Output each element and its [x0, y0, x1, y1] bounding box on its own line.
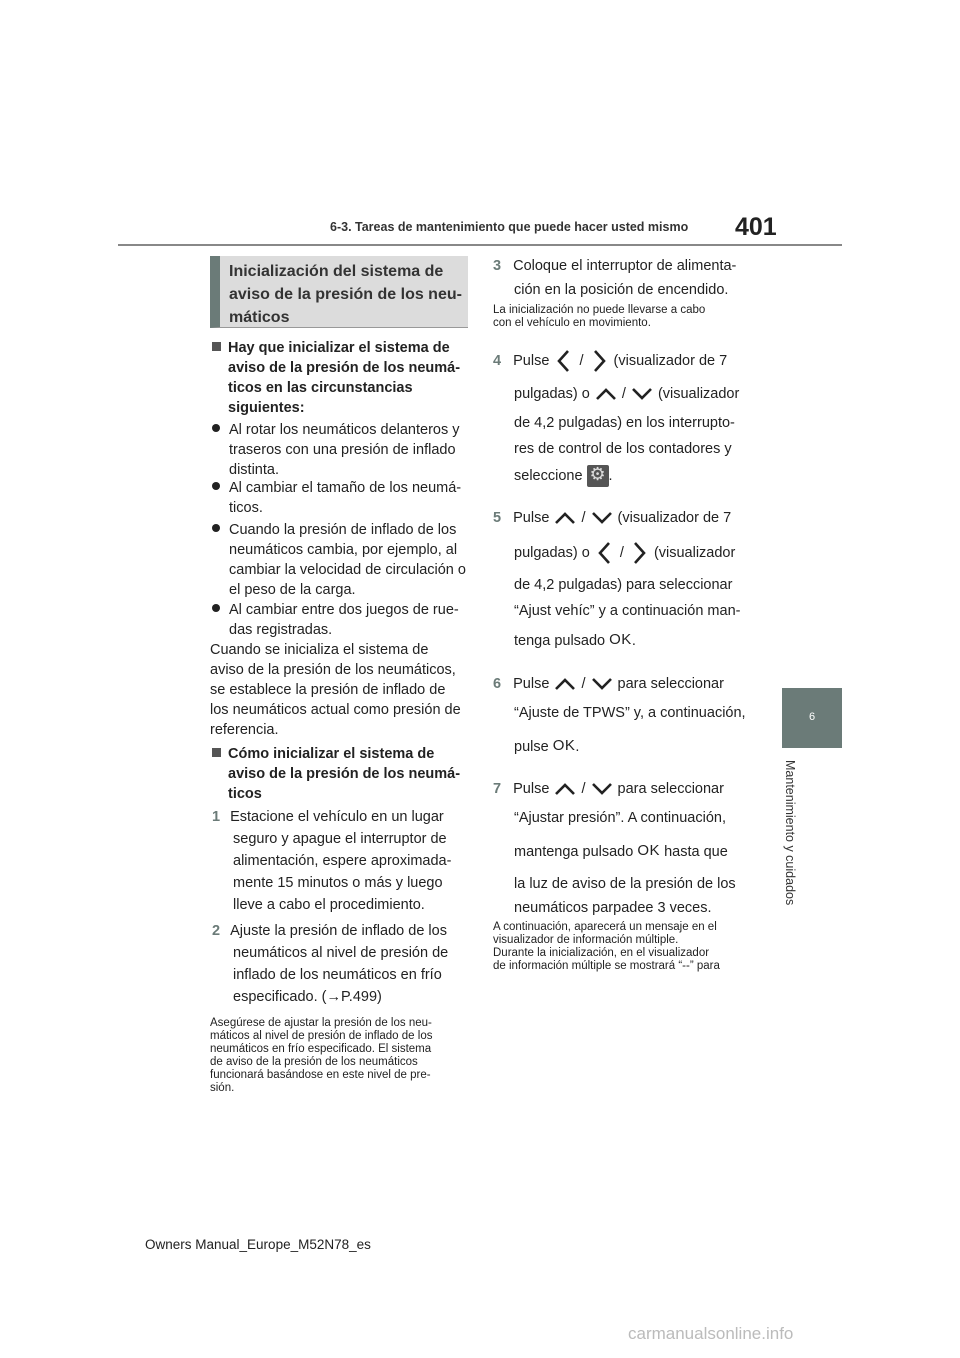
text-line: mente 15 minutos o más y luego: [233, 875, 443, 891]
text-line: visualizador de información múltiple.: [493, 934, 679, 946]
text-line: para seleccionar: [617, 676, 724, 692]
text-line: de información múltiple se mostrará “--” para: [493, 960, 720, 972]
bullet-item: [212, 600, 459, 640]
chapter-number: 6: [808, 711, 816, 723]
text-line: traseros con una presión de inflado: [229, 442, 456, 458]
chapter-label: [783, 760, 807, 920]
chevron-down-icon: [630, 386, 654, 402]
bullet-item: [212, 420, 460, 480]
step-4-line: [514, 384, 739, 404]
step-6: [493, 674, 724, 694]
text-line: (visualizador de 7: [617, 510, 732, 526]
text-line: neumáticos parpadee 3 veces.: [514, 900, 712, 916]
text-line: aviso de la presión de los neumá-: [228, 766, 461, 782]
text-line: “Ajustar presión”. A continuación,: [514, 810, 726, 826]
bullet-item: [212, 478, 461, 518]
text-line: Ajuste la presión de inflado de los: [230, 923, 447, 939]
step-number: 1: [212, 809, 221, 825]
chevron-left-icon: [594, 540, 616, 566]
bullet-dot-icon: [212, 524, 220, 532]
text-line: Pulse: [513, 352, 550, 369]
text-line: Durante la inicialización, en el visualizador: [493, 947, 710, 959]
text-line: de aviso de la presión de los neumáticos: [210, 1056, 418, 1068]
page-number: 401: [735, 213, 777, 241]
step-number: 7: [493, 781, 502, 797]
step-7-hold: [514, 841, 728, 862]
text-line: pulgadas) o: [514, 544, 590, 561]
text-line: el peso de la carga.: [229, 582, 356, 598]
text-line: Cuando se inicializa el sistema de: [210, 642, 429, 658]
text-line: Al cambiar el tamaño de los neumá-: [229, 480, 462, 496]
text-line: res de control de los contadores y: [514, 441, 732, 457]
bullet-item: [212, 520, 466, 600]
text-line: (visualizador: [657, 386, 740, 402]
text-line: aviso de la presión de los neumá-: [228, 360, 461, 376]
note-pressure: [210, 1017, 432, 1095]
text-line: Cómo inicializar el sistema de: [228, 746, 435, 762]
text-line: Estacione el vehículo en un lugar: [230, 809, 444, 825]
subheading-how-to: [212, 744, 460, 804]
chapter-label-text: Mantenimiento y cuidados: [783, 760, 797, 906]
text-line: A continuación, aparecerá un mensaje en el: [493, 921, 717, 933]
text-line: aviso de la presión de los neumáticos,: [210, 662, 456, 678]
period: .: [608, 467, 613, 484]
chevron-right-icon: [628, 540, 650, 566]
step-4: [493, 348, 727, 374]
text-line: con el vehículo en movimiento.: [493, 317, 651, 329]
step-5-lines: [514, 572, 740, 624]
square-bullet-icon: [212, 342, 221, 351]
text-line: La inicialización no puede llevarse a cabo: [493, 304, 706, 316]
text-line: para seleccionar: [617, 781, 724, 797]
text-line: Cuando la presión de inflado de los: [229, 522, 457, 538]
text-line: mantenga pulsado: [514, 844, 634, 860]
chevron-left-icon: [553, 348, 575, 374]
text-line: máticos al nivel de presión de inflado de los: [210, 1030, 433, 1042]
chevron-up-icon: [553, 781, 577, 797]
text-line: seleccione: [514, 467, 583, 484]
paragraph: [210, 640, 461, 740]
text-line: los neumáticos actual como presión de: [210, 702, 461, 718]
chevron-up-icon: [553, 676, 577, 692]
text-line: Coloque el interruptor de alimenta-: [513, 258, 737, 274]
section-heading-line: aviso de la presión de los neu-: [229, 286, 462, 303]
text-line: tenga pulsado: [514, 633, 606, 649]
ok-button-icon: OK: [552, 737, 576, 754]
text-line: (visualizador de 7: [613, 352, 728, 369]
step-6-press: [514, 736, 579, 757]
slash: /: [581, 781, 586, 797]
text-line: pulse: [514, 739, 549, 755]
text-line: neumáticos en frío especificado. El sistema: [210, 1043, 432, 1055]
step-7: [493, 779, 724, 799]
text-line: referencia.: [210, 722, 279, 738]
header-divider: [118, 244, 842, 246]
slash: /: [581, 676, 586, 692]
text-line: se establece la presión de inflado de: [210, 682, 446, 698]
text-line: cambiar la velocidad de circulación o: [229, 562, 466, 578]
section-heading: [210, 256, 468, 328]
step-5-line: [514, 540, 735, 566]
period: .: [631, 633, 636, 649]
text-line: alimentación, espere aproximada-: [233, 853, 452, 869]
chapter-tab: [782, 688, 842, 748]
bullet-dot-icon: [212, 482, 220, 490]
step-number: 4: [493, 352, 502, 369]
text-line: ticos en las circunstancias: [228, 380, 413, 396]
header-section-title: 6-3. Tareas de mantenimiento que puede hacer usted mismo: [330, 220, 689, 234]
text-line: lleve a cabo el procedimiento.: [233, 897, 425, 913]
section-heading-line: Inicialización del sistema de: [229, 263, 444, 280]
chevron-down-icon: [590, 676, 614, 692]
text-line: (visualizador: [653, 544, 736, 561]
text-line: Al cambiar entre dos juegos de rue-: [229, 602, 459, 618]
text-line: siguientes:: [228, 400, 305, 416]
chevron-up-icon: [553, 510, 577, 526]
text-line: Al rotar los neumáticos delanteros y: [229, 422, 460, 438]
step-6-line: [514, 703, 746, 723]
text-line: “Ajust vehíc” y a continuación man-: [514, 603, 741, 619]
step-3: [493, 254, 736, 302]
step-7-line: [514, 808, 726, 828]
chevron-right-icon: [588, 348, 610, 374]
step-number: 2: [212, 923, 221, 939]
chevron-down-icon: [590, 781, 614, 797]
text-line: la luz de aviso de la presión de los: [514, 876, 736, 892]
text-line: sión.: [210, 1082, 235, 1094]
text-line: especificado. (→P.499): [233, 989, 382, 1005]
slash: /: [619, 544, 624, 561]
note-step7: [493, 921, 720, 973]
period: .: [575, 739, 580, 755]
text-line: Hay que inicializar el sistema de: [228, 340, 450, 356]
text-line: neumáticos cambia, por ejemplo, al: [229, 542, 458, 558]
slash: /: [621, 386, 626, 402]
text-line: hasta que: [664, 844, 728, 860]
text-line: Pulse: [513, 781, 550, 797]
chevron-up-icon: [594, 386, 618, 402]
watermark: carmanualsonline.info: [628, 1324, 794, 1343]
text-line: funcionará basándose en este nivel de pre-: [210, 1069, 431, 1081]
step-number: 5: [493, 510, 502, 526]
text-line: de 4,2 pulgadas) para seleccionar: [514, 577, 733, 593]
text-line: das registradas.: [229, 622, 333, 638]
note-step3: [493, 304, 705, 330]
footer-manual-id: Owners Manual_Europe_M52N78_es: [145, 1237, 371, 1252]
text-line: ticos.: [229, 500, 263, 516]
step-2: [212, 920, 448, 1008]
step-5: [493, 508, 731, 528]
text-line: neumáticos al nivel de presión de: [233, 945, 449, 961]
text-line: Pulse: [513, 676, 550, 692]
step-number: 3: [493, 258, 502, 274]
ok-button-icon: OK: [637, 842, 661, 859]
step-5-hold: [514, 630, 636, 651]
step-4-select: [514, 465, 613, 487]
bullet-dot-icon: [212, 604, 220, 612]
step-4-lines: [514, 410, 735, 462]
slash: /: [579, 352, 584, 369]
slash: /: [581, 510, 586, 526]
subheading-circumstances: [212, 338, 460, 418]
text-line: pulgadas) o: [514, 386, 590, 402]
text-line: ticos: [228, 786, 262, 802]
text-line: “Ajuste de TPWS” y, a continuación,: [514, 705, 746, 721]
step-7-lines: [514, 872, 736, 920]
section-heading-line: máticos: [229, 309, 290, 326]
step-1: [212, 806, 451, 916]
text-line: de 4,2 pulgadas) en los interrupto-: [514, 415, 735, 431]
text-line: Pulse: [513, 510, 550, 526]
text-line: distinta.: [229, 462, 279, 478]
step-number: 6: [493, 676, 502, 692]
ok-button-icon: OK: [609, 631, 632, 648]
text-line: inflado de los neumáticos en frío: [233, 967, 442, 983]
text-line: ción en la posición de encendido.: [514, 282, 729, 298]
gear-icon: [587, 465, 609, 487]
text-line: seguro y apague el interruptor de: [233, 831, 447, 847]
chevron-down-icon: [590, 510, 614, 526]
bullet-dot-icon: [212, 424, 220, 432]
square-bullet-icon: [212, 748, 221, 757]
text-line: Asegúrese de ajustar la presión de los neu-: [210, 1017, 432, 1029]
